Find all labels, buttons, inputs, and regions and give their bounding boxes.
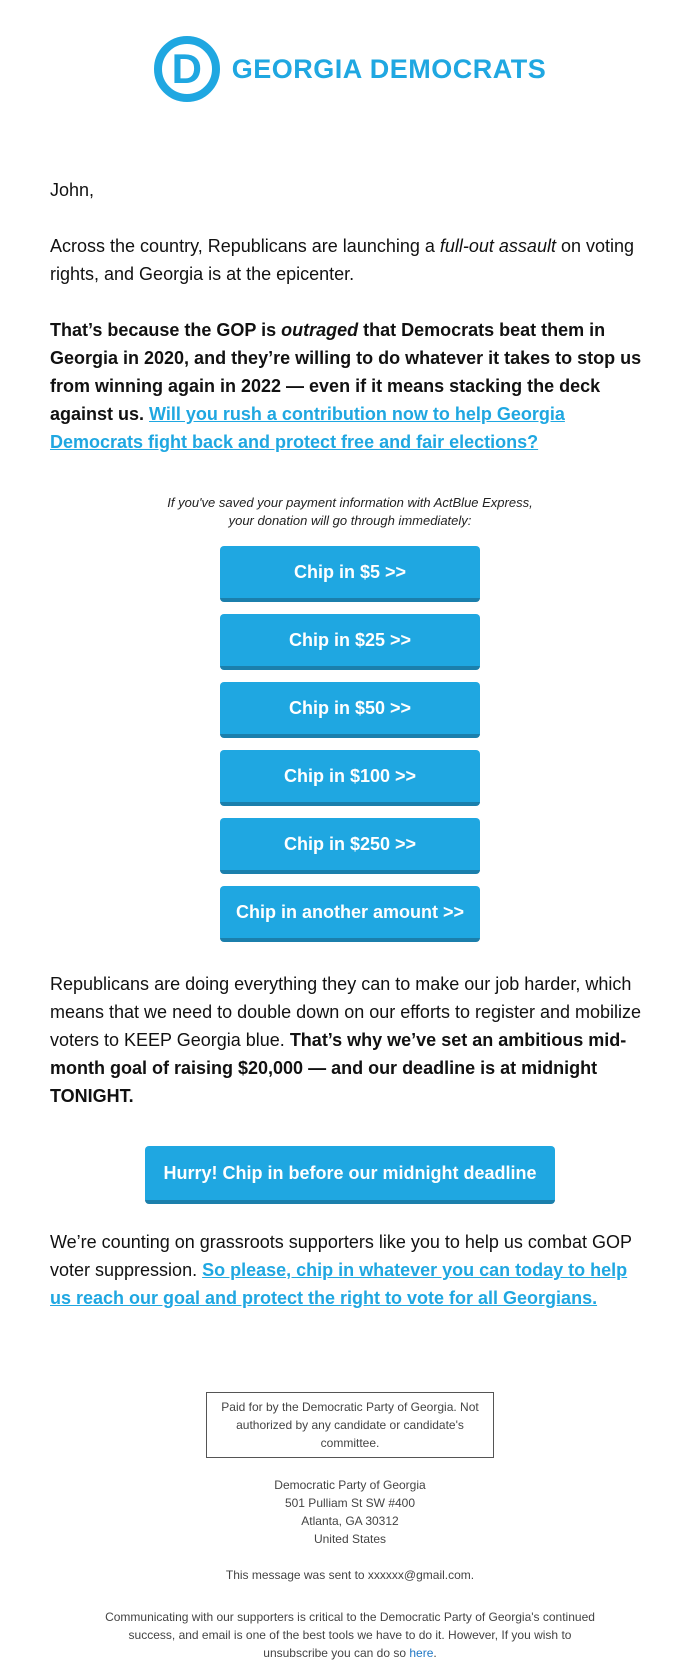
footer	[0, 1392, 700, 1662]
chip-in-5-button[interactable]: Chip in $5 >>	[220, 546, 480, 602]
paragraph-4: We’re counting on grassroots supporters like you to help us combat GOP voter suppression. So please, chip in whatever you can today to help us reach our goal and protect the right to vote for all Georgians.	[50, 1232, 632, 1308]
hurry-deadline-button[interactable]: Hurry! Chip in before our midnight deadline	[145, 1146, 555, 1204]
mailing-address: Democratic Party of Georgia 501 Pulliam St SW #400 Atlanta, GA 30312 United States	[274, 1478, 426, 1546]
chip-in-50-button[interactable]: Chip in $50 >>	[220, 682, 480, 738]
donation-buttons	[50, 546, 650, 954]
hurry-wrap	[50, 1146, 650, 1204]
democrats-d-icon: D	[154, 36, 220, 102]
chip-in-25-button[interactable]: Chip in $25 >>	[220, 614, 480, 670]
recipient-email: xxxxxx@gmail.com	[367, 1568, 471, 1582]
chip-in-100-button[interactable]: Chip in $100 >>	[220, 750, 480, 806]
greeting: John,	[50, 180, 95, 200]
unsubscribe-link[interactable]: here	[409, 1646, 434, 1660]
unsubscribe-notice: Communicating with our supporters is critical to the Democratic Party of Georgia's continued success, and email is one of the best tools we have to do it. However, If you wish to unsubscribe you can do so here.	[105, 1610, 595, 1660]
contribution-link[interactable]: Will you rush a contribution now to help Georgia Democrats fight back and protect free and fair elections?	[50, 404, 565, 452]
paid-for-disclaimer: Paid for by the Democratic Party of Georgia. Not authorized by any candidate or candidate's committee.	[206, 1392, 494, 1458]
paragraph-1: Across the country, Republicans are launching a full-out assault on voting rights, and Georgia is at the epicenter.	[50, 236, 635, 284]
header-logo[interactable]	[0, 0, 700, 104]
chip-in-other-button[interactable]: Chip in another amount >>	[220, 886, 480, 942]
paragraph-3: Republicans are doing everything they can to make our job harder, which means that we need to double down on our efforts to register and mobilize voters to KEEP Georgia blue. That’s why we’ve set an ambitious mid-month goal of raising $20,000 — and our deadline is at midnight TONIGHT.	[50, 974, 642, 1106]
chip-in-link[interactable]: So please, chip in whatever you can today to help us reach our goal and protect the right to vote for all Georgians.	[50, 1260, 628, 1308]
org-name: GEORGIA DEMOCRATS	[231, 53, 547, 84]
actblue-note: If you've saved your payment information with ActBlue Express, your donation will go through immediately:	[167, 495, 533, 528]
paragraph-2: That’s because the GOP is outraged that Democrats beat them in Georgia in 2020, and they’re willing to do whatever it takes to stop us from winning again in 2022 — even if it means stacking the deck against us. Will you rush a contribution now to help Georgia Democrats fight back and protect free and fair elections?	[50, 320, 642, 452]
message-content	[0, 176, 700, 1312]
chip-in-250-button[interactable]: Chip in $250 >>	[220, 818, 480, 874]
sent-to-notice: This message was sent to xxxxxx@gmail.com.	[225, 1568, 475, 1582]
